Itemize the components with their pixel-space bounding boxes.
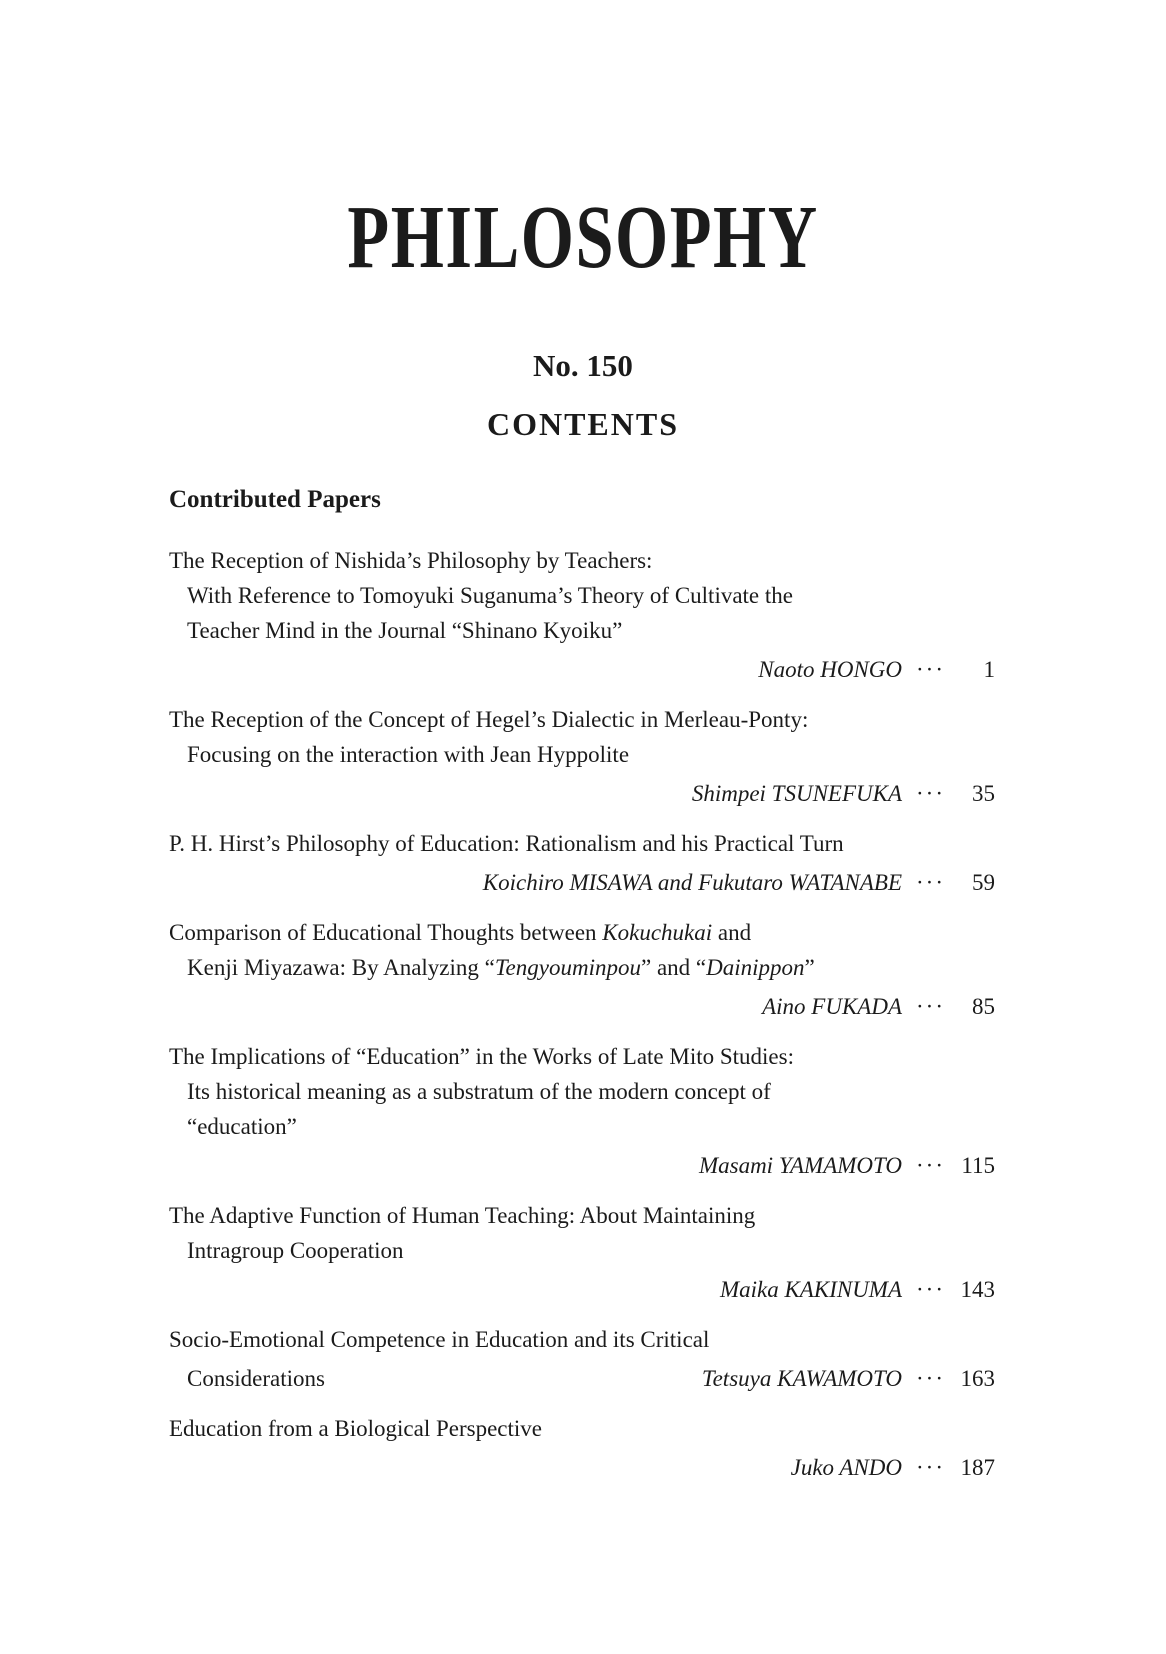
toc-entry <box>169 1411 995 1485</box>
entry-title-segment: “education” <box>187 1114 297 1140</box>
entry-author-block <box>483 865 995 900</box>
entry-author: Naoto HONGO <box>758 657 903 683</box>
entry-title-line <box>169 915 995 950</box>
entry-page-number: 187 <box>960 1455 995 1481</box>
leader-dots: ··· <box>916 994 945 1020</box>
entry-page-number: 163 <box>960 1366 995 1392</box>
entry-title-italic-segment: Tengyouminpou <box>494 955 641 981</box>
entry-title-line <box>169 826 995 861</box>
toc-entry <box>169 1198 995 1307</box>
leader-dots: ··· <box>916 870 945 896</box>
entry-byline <box>169 865 995 900</box>
toc-entries <box>169 543 995 1485</box>
journal-title <box>0 190 1166 286</box>
entry-title-line <box>169 1074 995 1109</box>
entry-author: Aino FUKADA <box>762 994 903 1020</box>
contents-body <box>169 482 995 1485</box>
entry-author-block <box>758 652 995 687</box>
leader-dots: ··· <box>916 1366 945 1392</box>
entry-page-number: 85 <box>972 994 995 1020</box>
entry-author: Tetsuya KAWAMOTO <box>701 1366 903 1392</box>
section-heading: Contributed Papers <box>169 486 381 514</box>
entry-title-line <box>169 1198 995 1233</box>
entry-author-block <box>791 1450 995 1485</box>
entry-byline <box>169 989 995 1024</box>
entry-title-segment: Focusing on the interaction with Jean Hyppolite <box>187 742 630 768</box>
entry-author-block <box>762 989 995 1024</box>
entry-author: Juko ANDO <box>790 1455 903 1481</box>
toc-entry <box>169 915 995 1024</box>
entry-title-italic-segment: Dainippon <box>706 955 805 981</box>
toc-entry <box>169 702 995 811</box>
entry-title-segment: Teacher Mind in the Journal “Shinano Kyoiku” <box>187 618 623 644</box>
entry-author: Shimpei TSUNEFUKA <box>691 781 903 807</box>
toc-entry <box>169 543 995 687</box>
entry-page-number: 115 <box>961 1153 995 1179</box>
entry-title-segment: Socio-Emotional Competence in Education and its Critical <box>169 1327 710 1353</box>
toc-entry <box>169 1322 995 1396</box>
entry-byline <box>169 1450 995 1485</box>
contents-heading: CONTENTS <box>486 406 680 443</box>
entry-title-line <box>169 1322 995 1357</box>
entry-byline <box>169 652 995 687</box>
entry-title-italic-segment: Kokuchukai <box>602 920 713 946</box>
entry-page-number: 35 <box>972 781 995 807</box>
entry-author: Koichiro MISAWA and Fukutaro WATANABE <box>482 870 903 896</box>
entry-title-line <box>169 702 995 737</box>
entry-title-line <box>169 1233 995 1268</box>
entry-author: Masami YAMAMOTO <box>698 1153 903 1179</box>
entry-title-line <box>169 1039 995 1074</box>
leader-dots: ··· <box>916 1455 945 1481</box>
entry-page-number: 59 <box>972 870 995 896</box>
entry-title-segment: Kenji Miyazawa: By Analyzing “ <box>187 955 495 981</box>
entry-byline <box>169 1272 995 1307</box>
entry-title-line <box>169 1411 995 1446</box>
journal-title-text: PHILOSOPHY <box>347 188 819 287</box>
entry-title-segment: With Reference to Tomoyuki Suganuma’s Theory of Cultivate the <box>187 583 793 609</box>
entry-title-segment: Comparison of Educational Thoughts between <box>169 920 603 946</box>
entry-author: Maika KAKINUMA <box>719 1277 903 1303</box>
entry-title-segment: Its historical meaning as a substratum of the modern concept of <box>187 1079 771 1105</box>
entry-byline <box>169 1148 995 1183</box>
entry-title-segment: The Reception of Nishida’s Philosophy by Teachers: <box>169 548 653 574</box>
entry-title-segment: P. H. Hirst’s Philosophy of Education: Rationalism and his Practical Turn <box>169 831 844 857</box>
leader-dots: ··· <box>916 1277 945 1303</box>
entry-title-segment: Education from a Biological Perspective <box>169 1416 542 1442</box>
entry-title-line: Considerations <box>187 1366 325 1392</box>
entry-title-line <box>169 950 995 985</box>
entry-author-block <box>702 1361 995 1396</box>
leader-dots: ··· <box>916 657 945 683</box>
leader-dots: ··· <box>916 1153 945 1179</box>
entry-title-segment: Intragroup Cooperation <box>187 1238 404 1264</box>
entry-byline <box>169 1361 995 1396</box>
entry-byline <box>169 776 995 811</box>
entry-page-number: 1 <box>983 657 995 683</box>
entry-title-segment: and <box>712 920 752 946</box>
entry-title-line <box>169 613 995 648</box>
entry-title-segment: ” <box>804 955 815 981</box>
entry-title-line <box>169 578 995 613</box>
toc-entry <box>169 1039 995 1183</box>
entry-author-block <box>720 1272 995 1307</box>
entry-page-number: 143 <box>960 1277 995 1303</box>
entry-title-line <box>169 1109 995 1144</box>
leader-dots: ··· <box>916 781 945 807</box>
entry-title-line <box>169 543 995 578</box>
entry-author-block <box>692 776 995 811</box>
entry-title-segment: The Reception of the Concept of Hegel’s Dialectic in Merleau-Ponty: <box>169 707 809 733</box>
entry-title-segment: The Adaptive Function of Human Teaching: About Maintaining <box>169 1203 756 1229</box>
entry-title-segment: The Implications of “Education” in the Works of Late Mito Studies: <box>169 1044 794 1070</box>
entry-title-line <box>169 737 995 772</box>
toc-entry <box>169 826 995 900</box>
entry-author-block <box>699 1148 995 1183</box>
entry-title-segment: ” and “ <box>640 955 707 981</box>
issue-number: No. 150 <box>533 348 633 384</box>
